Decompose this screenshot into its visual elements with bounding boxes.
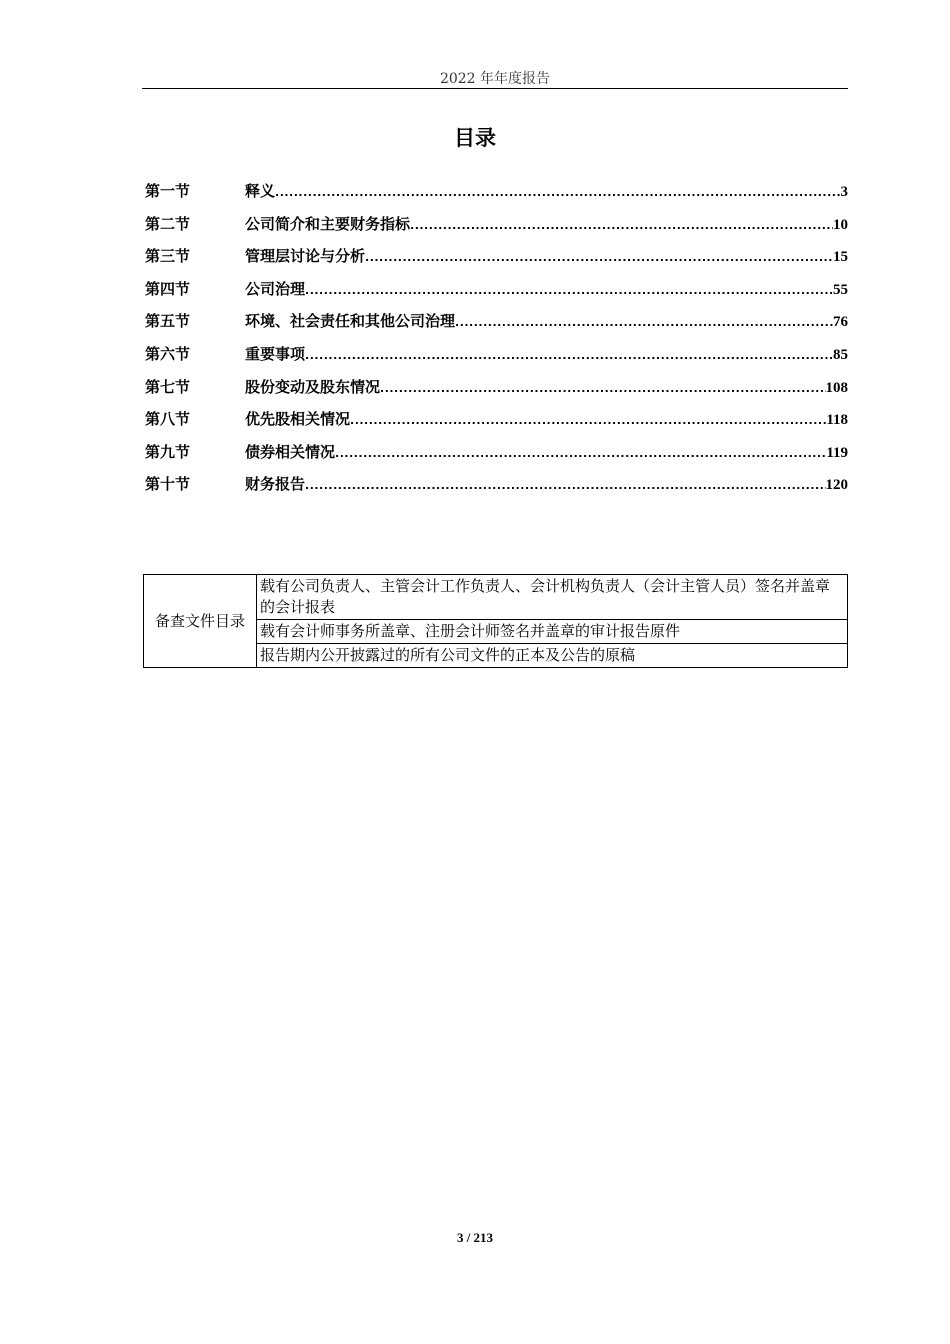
toc-entry[interactable] (145, 278, 848, 311)
toc-page-number: 119 (826, 444, 848, 461)
toc-leader-dots (305, 479, 825, 492)
toc-section-title: 重要事项 (245, 344, 306, 363)
toc-section-title: 环境、社会责任和其他公司治理 (245, 312, 456, 331)
toc-leader-dots (335, 447, 826, 460)
reference-document-item: 载有会计师事务所盖章、注册会计师签名并盖章的审计报告原件 (257, 620, 848, 644)
toc-leader-dots (275, 186, 840, 199)
toc-leader-dots (380, 382, 825, 395)
toc-section-title: 财务报告 (245, 475, 306, 494)
toc-page-number: 3 (840, 184, 848, 200)
toc-section-number: 第五节 (145, 312, 191, 331)
toc-section-title: 优先股相关情况 (245, 410, 351, 429)
toc-leader-dots (455, 316, 833, 329)
toc-entry[interactable] (145, 245, 848, 278)
toc-section-title: 公司简介和主要财务指标 (245, 214, 411, 233)
toc-section-number: 第六节 (145, 344, 191, 363)
toc-entry[interactable] (145, 310, 848, 343)
toc-section-title: 管理层讨论与分析 (245, 247, 366, 266)
toc-section-number: 第九节 (145, 442, 191, 461)
reference-documents-table (143, 574, 848, 668)
toc-entry[interactable] (145, 376, 848, 409)
toc-section-number: 第七节 (145, 377, 191, 396)
toc-page-number: 85 (833, 346, 848, 363)
toc-section-number: 第八节 (145, 410, 191, 429)
table-of-contents (145, 180, 848, 506)
page-number-footer: 3 / 213 (456, 1230, 494, 1245)
toc-section-title: 公司治理 (245, 279, 306, 298)
toc-section-title: 释义 (245, 182, 276, 200)
toc-section-number: 第一节 (145, 182, 191, 200)
toc-section-number: 第十节 (145, 475, 191, 494)
toc-section-title: 股份变动及股东情况 (245, 377, 381, 396)
toc-entry[interactable] (145, 441, 848, 474)
toc-page-number: 76 (833, 314, 848, 331)
toc-page-number: 108 (825, 379, 848, 396)
toc-leader-dots (305, 284, 833, 297)
toc-entry[interactable] (145, 408, 848, 441)
toc-section-title: 债券相关情况 (245, 442, 336, 461)
toc-page-number: 55 (833, 281, 848, 298)
toc-entry[interactable] (145, 213, 848, 246)
toc-leader-dots (410, 219, 833, 232)
header-divider (142, 88, 848, 89)
reference-documents-label: 备查文件目录 (144, 575, 257, 668)
toc-page-number: 118 (826, 412, 848, 429)
toc-page-number: 120 (825, 477, 848, 494)
toc-leader-dots (365, 251, 833, 264)
toc-section-number: 第四节 (145, 279, 191, 298)
reference-document-item: 报告期内公开披露过的所有公司文件的正本及公告的原稿 (257, 644, 848, 668)
toc-leader-dots (305, 349, 833, 362)
toc-entry[interactable] (145, 473, 848, 506)
toc-entry[interactable] (145, 343, 848, 376)
toc-section-number: 第三节 (145, 247, 191, 266)
reference-document-item: 载有公司负责人、主管会计工作负责人、会计机构负责人（会计主管人员）签名并盖章的会计报表 (257, 575, 848, 620)
toc-page-number: 10 (833, 216, 848, 233)
page-title: 目录 (454, 126, 496, 150)
toc-section-number: 第二节 (145, 214, 191, 233)
toc-page-number: 15 (833, 249, 848, 266)
page-header: 2022 年年度报告 (439, 71, 551, 87)
toc-entry[interactable] (145, 180, 848, 213)
toc-leader-dots (350, 414, 826, 427)
